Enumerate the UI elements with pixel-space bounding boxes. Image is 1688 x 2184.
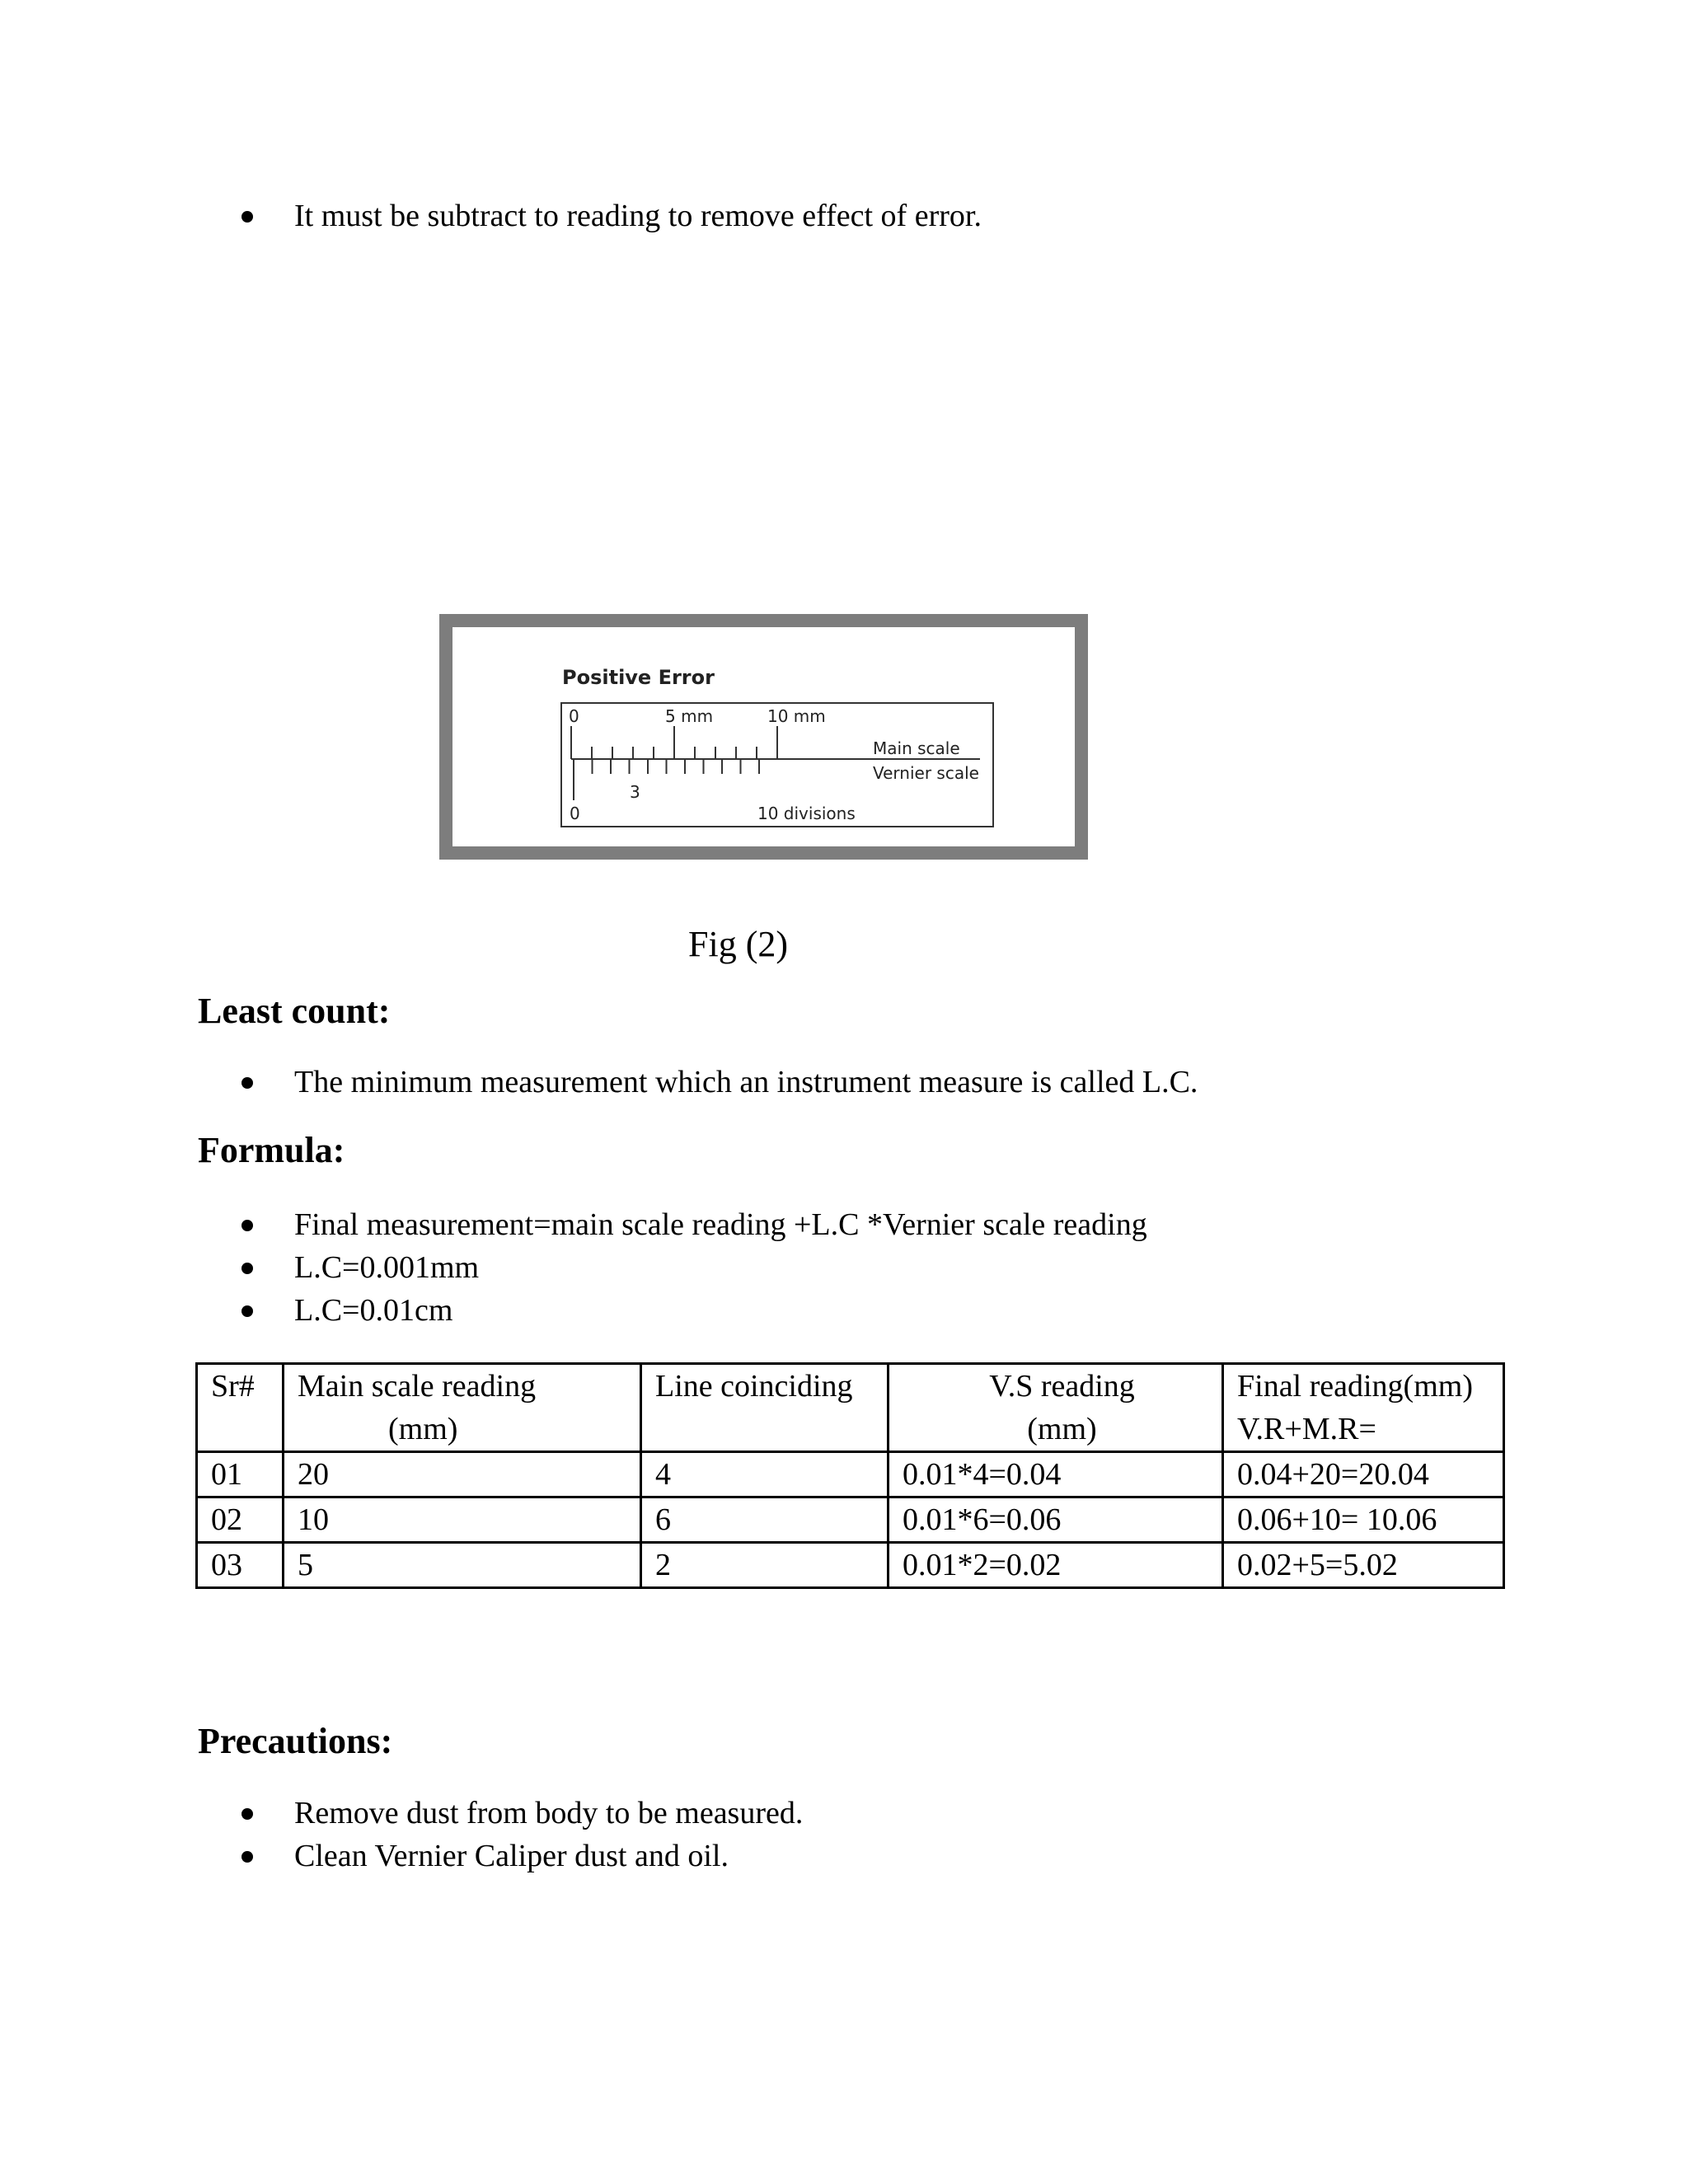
table-cell: 0.02+5=5.02 <box>1223 1543 1504 1588</box>
table-row <box>197 1543 1504 1588</box>
table-cell: 20 <box>284 1452 641 1497</box>
intro-bullet-list <box>0 194 982 237</box>
bullet-text: Final measurement=main scale reading +L.C *Vernier scale reading <box>294 1207 1147 1242</box>
table-cell: 4 <box>641 1452 889 1497</box>
ten-divisions-label: 10 divisions <box>757 804 856 823</box>
list-item <box>0 194 982 237</box>
table-header-row <box>197 1364 1504 1452</box>
header-line-coinciding <box>641 1364 889 1452</box>
readings-table <box>195 1362 1505 1589</box>
formula-heading: Formula: <box>198 1130 345 1170</box>
table-cell: 01 <box>197 1452 284 1497</box>
header-unit: (mm) <box>1027 1412 1097 1446</box>
precautions-list <box>0 1792 803 1877</box>
table-cell: 10 <box>284 1497 641 1543</box>
list-item <box>0 1203 1147 1246</box>
header-text: Line coinciding <box>655 1369 853 1404</box>
table-cell: 5 <box>284 1543 641 1588</box>
vernier-positive-error-figure <box>439 614 1088 860</box>
main-scale-zero-label: 0 <box>569 706 579 726</box>
table-cell: 0.01*4=0.04 <box>889 1452 1223 1497</box>
list-item <box>0 1792 803 1835</box>
table-row <box>197 1452 1504 1497</box>
header-text: Sr# <box>211 1369 255 1404</box>
header-text: Final reading(mm) <box>1237 1369 1473 1404</box>
bullet-icon <box>241 211 253 223</box>
bullet-text: The minimum measurement which an instrument measure is called L.C. <box>294 1065 1198 1099</box>
header-final-reading <box>1223 1364 1504 1452</box>
bullet-icon <box>241 1808 253 1820</box>
header-formula: V.R+M.R= <box>1237 1412 1376 1446</box>
least-count-list <box>0 1061 1198 1104</box>
main-scale-label: Main scale <box>873 738 960 758</box>
figure-caption: Fig (2) <box>688 924 788 964</box>
table-cell: 6 <box>641 1497 889 1543</box>
vernier-diagram <box>452 627 1075 846</box>
bullet-text: L.C=0.001mm <box>294 1250 480 1285</box>
bullet-text: It must be subtract to reading to remove effect of error. <box>294 199 982 233</box>
ten-mm-label: 10 mm <box>767 706 826 726</box>
least-count-heading: Least count: <box>198 991 391 1031</box>
list-item <box>0 1246 1147 1289</box>
bullet-icon <box>241 1851 253 1863</box>
header-unit: (mm) <box>388 1412 458 1446</box>
header-sr <box>197 1364 284 1452</box>
table-cell: 0.04+20=20.04 <box>1223 1452 1504 1497</box>
precautions-heading: Precautions: <box>198 1721 393 1761</box>
vernier-three-label: 3 <box>630 782 640 802</box>
vernier-scale-ticks <box>574 759 759 800</box>
bullet-text: Clean Vernier Caliper dust and oil. <box>294 1839 729 1873</box>
table-cell: 0.06+10= 10.06 <box>1223 1497 1504 1543</box>
list-item <box>0 1289 1147 1332</box>
vernier-zero-label: 0 <box>570 804 580 823</box>
bullet-icon <box>241 1077 253 1089</box>
bullet-icon <box>241 1305 253 1317</box>
header-main-scale-reading <box>284 1364 641 1452</box>
table-cell: 0.01*6=0.06 <box>889 1497 1223 1543</box>
bullet-text: Remove dust from body to be measured. <box>294 1796 804 1830</box>
bullet-icon <box>241 1263 253 1274</box>
list-item <box>0 1835 803 1877</box>
list-item <box>0 1061 1198 1104</box>
bullet-icon <box>241 1220 253 1231</box>
five-mm-label: 5 mm <box>665 706 714 726</box>
vernier-scale-label: Vernier scale <box>873 763 979 783</box>
table-cell: 0.01*2=0.02 <box>889 1543 1223 1588</box>
bullet-text: L.C=0.01cm <box>294 1293 453 1328</box>
header-text: Main scale reading <box>298 1369 537 1404</box>
table-cell: 03 <box>197 1543 284 1588</box>
formula-list <box>0 1203 1147 1332</box>
figure-title: Positive Error <box>562 666 715 689</box>
table-row <box>197 1497 1504 1543</box>
main-scale-ticks <box>571 726 777 759</box>
table-cell: 02 <box>197 1497 284 1543</box>
header-text: V.S reading <box>989 1369 1135 1404</box>
header-vs-reading <box>889 1364 1223 1452</box>
table-cell: 2 <box>641 1543 889 1588</box>
